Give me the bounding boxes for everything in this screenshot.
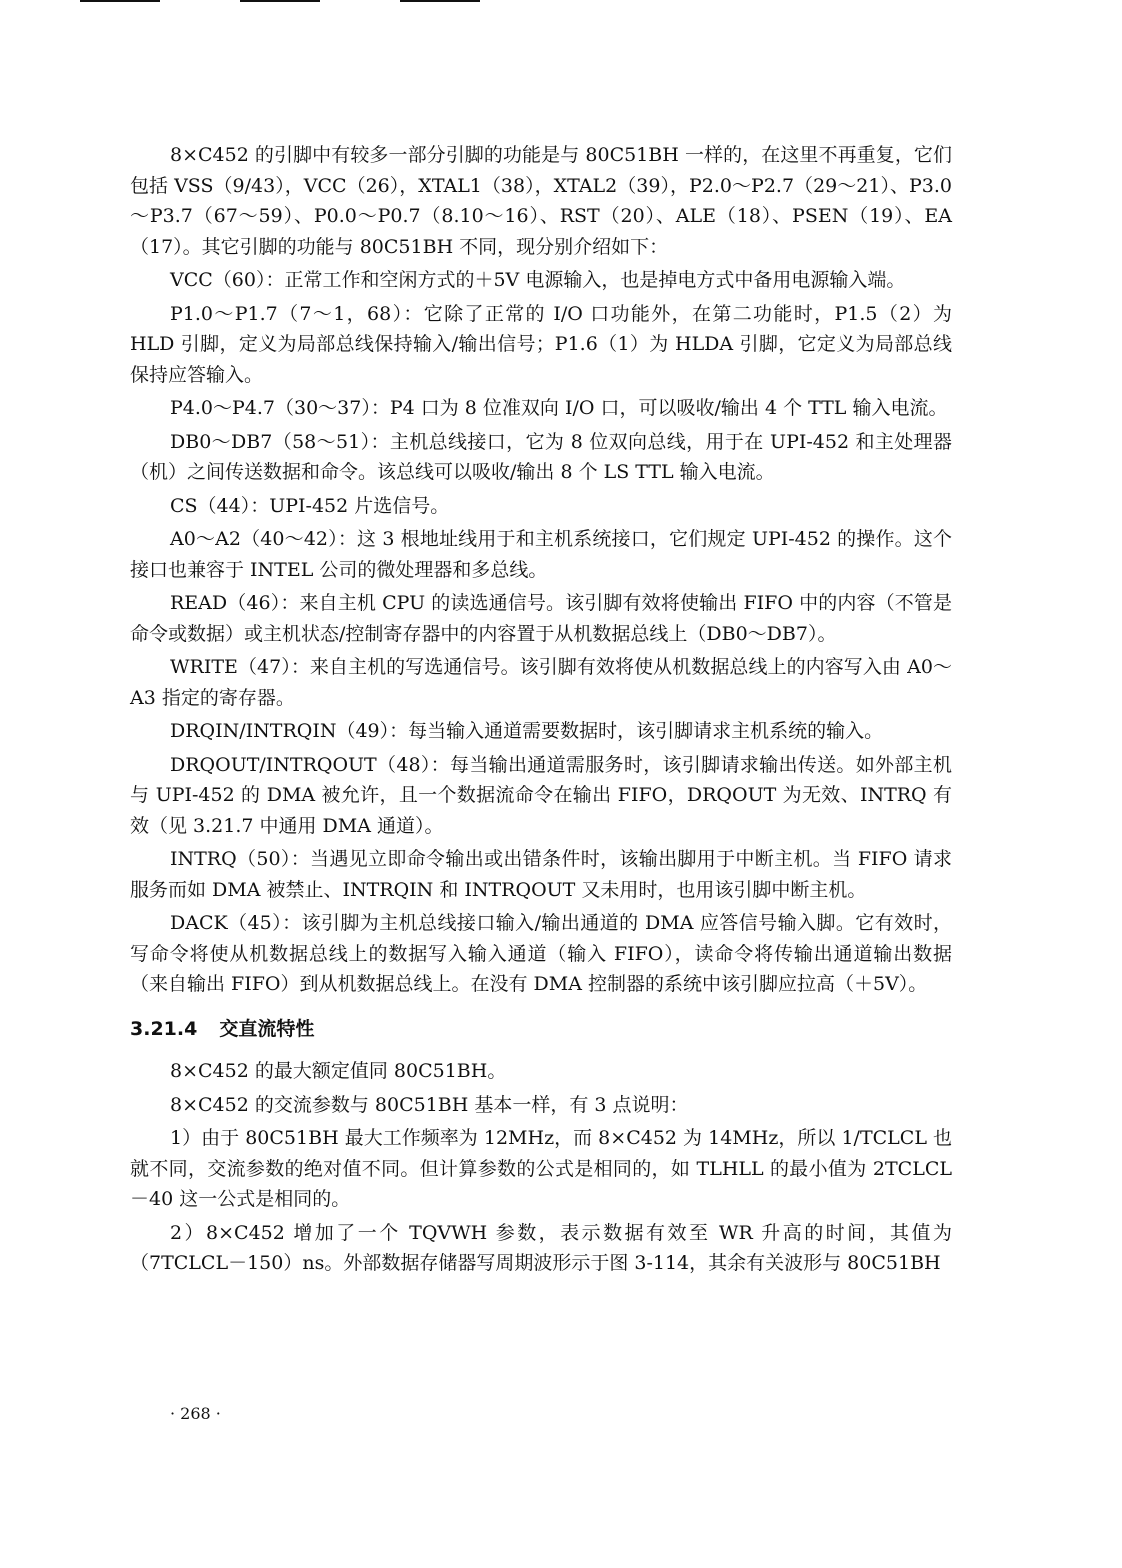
paragraph: DRQIN/INTRQIN（49）：每当输入通道需要数据时，该引脚请求主机系统的输入。: [170, 720, 884, 742]
paragraph: 8×C452 的交流参数与 80C51BH 基本一样，有 3 点说明：: [170, 1093, 689, 1116]
paragraph: DRQOUT/INTRQOUT（48）：每当输出通道需服务时，该引脚请求输出传送。如外部主机与 UPI-452 的 DMA 被允许，且一个数据流命令在输出 FIFO，DRQOUT 为无效、INTRQ 有效（见 3.21.7 中通用 DMA 通道）。: [130, 753, 952, 837]
header-rule: [240, 0, 320, 2]
section-number: 3.21.4: [130, 1017, 198, 1040]
paragraph: DACK（45）：该引脚为主机总线接口输入/输出通道的 DMA 应答信号输入脚。它有效时，写命令将使从机数据总线上的数据写入输入通道（输入 FIFO），读命令将传输出通道输出数据（来自输出 FIFO）到从机数据总线上。在没有 DMA 控制器的系统中该引脚应拉高（＋5V）。: [130, 912, 952, 995]
paragraph: INTRQ（50）：当遇见立即命令输出或出错条件时，该输出脚用于中断主机。当 FIFO 请求服务而如 DMA 被禁止、INTRQIN 和 INTRQOUT 又未用时，也用该引脚中断主机。: [130, 848, 952, 901]
paragraph: DB0～DB7（58～51）：主机总线接口，它为 8 位双向总线，用于在 UPI-452 和主处理器（机）之间传送数据和命令。该总线可以吸收/输出 8 个 LS TTL 输入电流。: [130, 430, 952, 483]
paragraph: WRITE（47）：来自主机的写选通信号。该引脚有效将使从机数据总线上的内容写入由 A0～A3 指定的寄存器。: [130, 656, 952, 709]
section-heading: [130, 1014, 952, 1045]
paragraph: 2）8×C452 增加了一个 TQVWH 参数，表示数据有效至 WR 升高的时间，其值为（7TCLCL－150）ns。外部数据存储器写周期波形示于图 3-114，其余有关波形与 80C51BH: [130, 1221, 952, 1274]
paragraph: READ（46）：来自主机 CPU 的读选通信号。该引脚有效将使输出 FIFO 中的内容（不管是命令或数据）或主机状态/控制寄存器中的内容置于从机数据总线上（DB0～DB7）。: [130, 592, 952, 645]
paragraph: P4.0～P4.7（30～37）：P4 口为 8 位准双向 I/O 口，可以吸收/输出 4 个 TTL 输入电流。: [170, 397, 948, 419]
paragraph: VCC（60）：正常工作和空闲方式的＋5V 电源输入，也是掉电方式中备用电源输入端。: [170, 269, 906, 291]
paragraph: 8×C452 的最大额定值同 80C51BH。: [170, 1060, 507, 1082]
paragraph: 8×C452 的引脚中有较多一部分引脚的功能是与 80C51BH 一样的，在这里不再重复，它们包括 VSS（9/43），VCC（26），XTAL1（38），XTAL2（39），P2.0～P2.7（29～21）、P3.0～P3.7（67～59）、P0.0～P0.7（8.10～16）、RST（20）、ALE（18）、PSEN（19）、EA（17）。其它引脚的功能与 80C51BH 不同，现分别介绍如下：: [130, 144, 952, 258]
header-rule: [80, 0, 160, 2]
paragraph: A0～A2（40～42）：这 3 根地址线用于和主机系统接口，它们规定 UPI-452 的操作。这个接口也兼容于 INTEL 公司的微处理器和多总线。: [130, 528, 952, 581]
paragraph: P1.0～P1.7（7～1，68）：它除了正常的 I/O 口功能外，在第二功能时，P1.5（2）为 HLD 引脚，定义为局部总线保持输入/输出信号；P1.6（1）为 HLDA 引脚，它定义为局部总线保持应答输入。: [130, 302, 952, 386]
header-rule: [400, 0, 480, 2]
section-title: 交直流特性: [219, 1017, 315, 1040]
paragraph: CS（44）：UPI-452 片选信号。: [170, 494, 450, 517]
paragraph: 1）由于 80C51BH 最大工作频率为 12MHz，而 8×C452 为 14MHz，所以 1/TCLCL 也就不同，交流参数的绝对值不同。但计算参数的公式是相同的，如 TLHLL 的最小值为 2TCLCL－40 这一公式是相同的。: [130, 1127, 952, 1210]
page-body: [130, 140, 952, 1282]
page-number: · 268 ·: [170, 1404, 221, 1423]
